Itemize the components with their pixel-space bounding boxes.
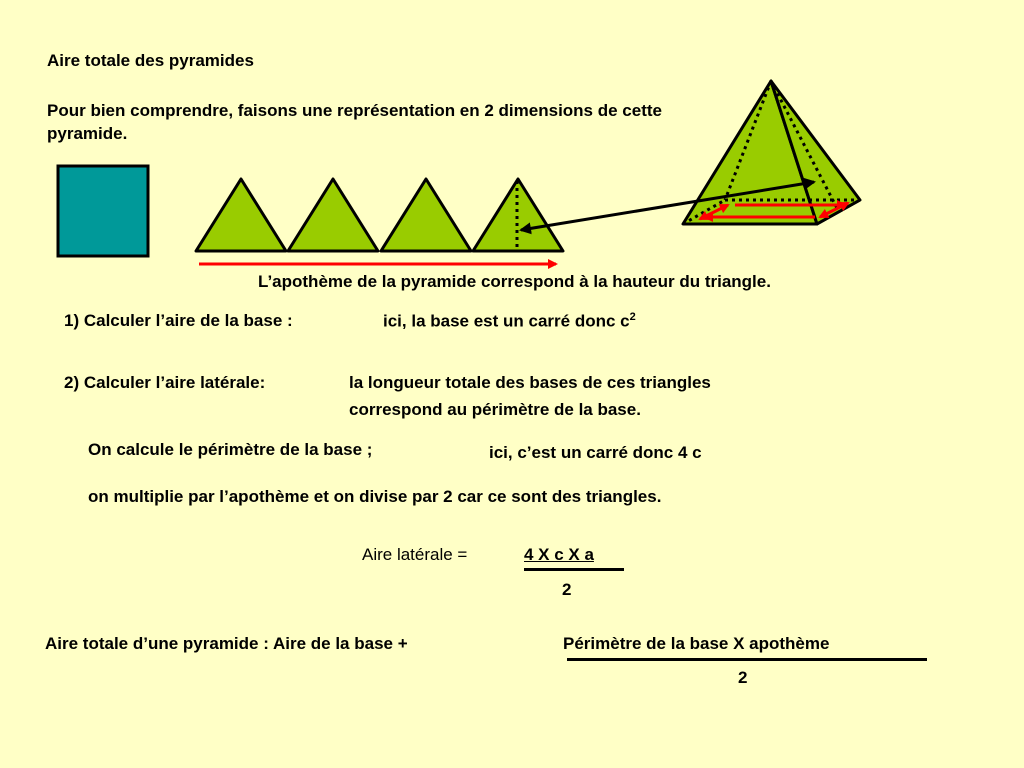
- lateral-triangle-1: [196, 179, 286, 251]
- total-formula-numerator: Périmètre de la base X apothème: [563, 634, 830, 653]
- perimeter-text: ici, c’est un carré donc 4 c: [489, 443, 702, 462]
- step1-exponent: 2: [629, 311, 636, 323]
- lateral-triangle-2: [288, 179, 378, 251]
- multiply-text: on multiplie par l’apothème et on divise par 2 car ce sont des triangles.: [88, 487, 662, 506]
- total-formula-label: Aire totale d’une pyramide : Aire de la base +: [45, 634, 408, 653]
- perimeter-label: On calcule le périmètre de la base ;: [88, 440, 373, 459]
- lateral-formula-denominator: 2: [562, 580, 572, 599]
- lateral-formula-label: Aire latérale =: [362, 545, 468, 564]
- apotheme-caption: L’apothème de la pyramide correspond à la hauteur du triangle.: [258, 272, 771, 291]
- step2-text-line2: correspond au périmètre de la base.: [349, 400, 641, 419]
- step1-label: 1) Calculer l’aire de la base :: [64, 311, 293, 330]
- lateral-formula-numerator: 4 X c X a: [524, 545, 594, 564]
- page-title: Aire totale des pyramides: [47, 51, 254, 70]
- intro-text: Pour bien comprendre, faisons une représentation en 2 dimensions de cette pyramide.: [47, 101, 662, 143]
- step2-text-line1: la longueur totale des bases de ces triangles: [349, 373, 711, 392]
- total-formula-denominator: 2: [738, 668, 748, 687]
- lateral-triangle-3: [381, 179, 471, 251]
- step2-label: 2) Calculer l’aire latérale:: [64, 373, 266, 392]
- pyramid-3d: [683, 81, 860, 224]
- step1-text-main: ici, la base est un carré donc c: [383, 311, 630, 331]
- base-square: [58, 166, 148, 256]
